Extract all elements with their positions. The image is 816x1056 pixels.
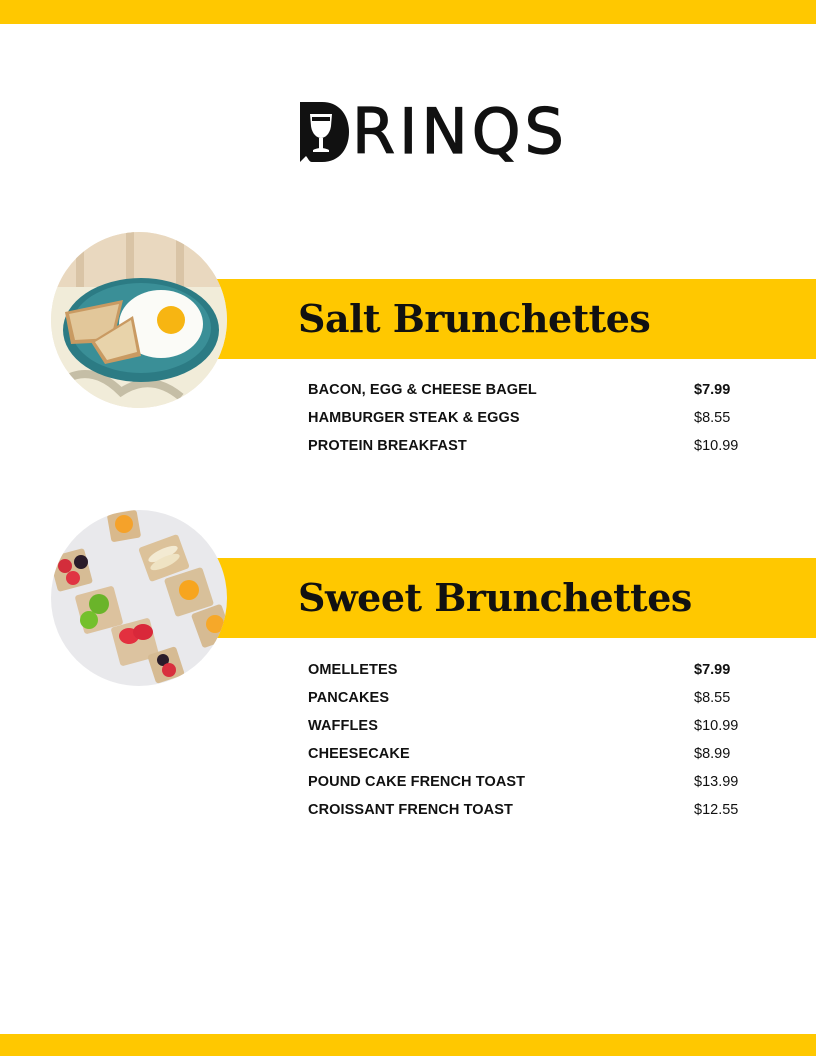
menu-item (308, 740, 758, 768)
item-price: $7.99 (694, 382, 731, 398)
menu-item (308, 712, 758, 740)
item-name: CHEESECAKE (308, 746, 410, 762)
menu-item (308, 796, 758, 824)
section-title: Sweet Brunchettes (298, 575, 692, 620)
fried-egg-toast-photo (51, 232, 227, 408)
top-accent-bar (0, 0, 816, 24)
fruit-toasts-photo (51, 510, 227, 686)
menu-item-list (308, 656, 758, 824)
item-price: $7.99 (694, 662, 731, 678)
item-name: PANCAKES (308, 690, 390, 706)
item-price: $8.55 (694, 410, 731, 426)
menu-item (308, 768, 758, 796)
menu-item-list (308, 376, 758, 460)
item-name: WAFFLES (308, 718, 378, 734)
menu-item (308, 404, 758, 432)
wine-glass-d-icon (298, 100, 350, 164)
item-price: $10.99 (694, 438, 739, 454)
brand-name: RINQS (352, 95, 568, 168)
item-name: HAMBURGER STEAK & EGGS (308, 410, 520, 426)
menu-item (308, 432, 758, 460)
item-name: BACON, EGG & CHEESE BAGEL (308, 382, 537, 398)
section-title: Salt Brunchettes (298, 296, 651, 341)
item-name: PROTEIN BREAKFAST (308, 438, 467, 454)
item-price: $13.99 (694, 774, 739, 790)
item-price: $12.55 (694, 802, 739, 818)
bottom-accent-bar (0, 1034, 816, 1056)
menu-item (308, 376, 758, 404)
menu-item (308, 684, 758, 712)
item-name: OMELLETES (308, 662, 398, 678)
item-name: CROISSANT FRENCH TOAST (308, 802, 513, 818)
item-name: POUND CAKE FRENCH TOAST (308, 774, 526, 790)
item-price: $8.99 (694, 746, 731, 762)
brand-logo (298, 95, 568, 168)
item-price: $8.55 (694, 690, 731, 706)
item-price: $10.99 (694, 718, 739, 734)
menu-item (308, 656, 758, 684)
